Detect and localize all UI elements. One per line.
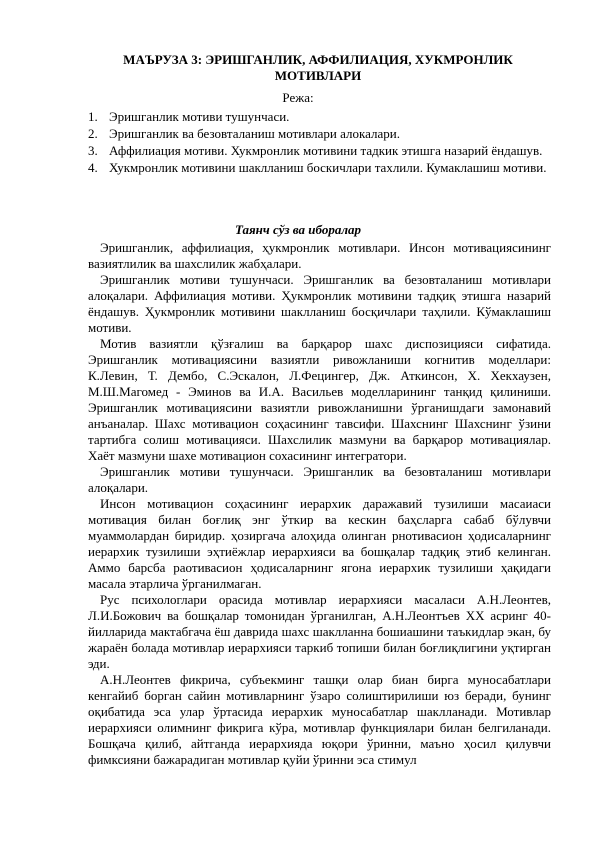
paragraph: Эришганлик, аффилиация, ҳукмронлик мотивлари. Инсон мотивациясининг вазиятлилик ва шахслилик жабҳалари. xyxy=(88,240,551,271)
paragraph: Рус психологлари орасида мотивлар иерархияси масаласи А.Н.Леонтев, Л.И.Божович ва бошқалар томонидан ўрганилган, А.Н.Леонтъев XX асринг 40-йилларида мактабгача ёш даврида шахс шаклланна бошиашини таъкидлар экан, бу жараён болада мотивлар иерархияси таркиб топиши билан боғлиқлигини уқтирган эди. xyxy=(88,592,551,671)
keywords-heading: Таянч сўз ва иборалар xyxy=(234,222,361,237)
plan-item-number: 2. xyxy=(88,126,98,141)
plan-heading: Режа: xyxy=(282,90,314,105)
plan-list xyxy=(88,109,551,177)
paragraph: Эришганлик мотиви тушунчаси. Эришганлик ва безовталаниш мотивлари алоқалари. Аффилиация мотиви. Ҳукмронлик мотивини тадқиқ этишга назарий ёндашув. Ҳукмронлик мотивини шаклланиш босқичлари таҳлили. Кўмаклашиш мотиви. xyxy=(88,272,551,335)
plan-item-text: Аффилиация мотиви. Хукмронлик мотивини тадкик этишга назарий ёндашув. xyxy=(109,143,543,158)
paragraph: Эришганлик мотиви тушунчаси. Эришганлик ва безовталаниш мотивлари алоқалари. xyxy=(88,464,551,495)
paragraph: Мотив вазиятли қўзғалиш ва барқарор шахс диспозицияси сифатида. Эришганлик мотивациясини вазиятли ривожланиши когнитив моделлари: К.Левин, Т. Дембо, С.Эскалон, Л.Фецингер, Дж. Аткинсон, Х. Хекхаузен, М.Ш.Магомед - Эминов ва И.А. Васильев моделларининг танқид қилиниши. Эришганлик мотивациясини вазиятли ривожланишни ўрганишдаги замонавий анъаналар. Шахс мотивацион соҳасининг тавсифи. Шахснинг Шахснинг ўзини тартибга солиш мотивацияси. Шахслилик мазмуни ва барқарор мотивациялар. Хаёт мазмуни шахе мотивацион сохасининг интегратори. xyxy=(88,336,551,463)
plan-item-number: 3. xyxy=(88,143,98,158)
body-text xyxy=(88,240,551,768)
plan-item xyxy=(88,160,551,176)
plan-item xyxy=(88,143,551,159)
plan-item xyxy=(88,109,551,125)
plan-item-text: Эришганлик ва безовталаниш мотивлари алокалари. xyxy=(109,126,400,141)
plan-item-number: 1. xyxy=(88,109,98,124)
plan-item-text: Хукмронлик мотивини шаклланиш боскичлари тахлили. Кумаклашиш мотиви. xyxy=(109,160,547,175)
plan-item-text: Эришганлик мотиви тушунчаси. xyxy=(109,109,290,124)
lecture-title: МАЪРУЗА 3: ЭРИШГАНЛИК, АФФИЛИАЦИЯ, ХУКМРОНЛИК МОТИВЛАРИ xyxy=(123,52,513,83)
plan-item xyxy=(88,126,551,142)
paragraph: А.Н.Леонтев фикрича, субъекминг ташқи олар биан бирга муносабатлари кенгайиб борган сайин мотивларнинг ўзаро солиштирилиши юз беради, бунинг оқибатида эса улар ўртасида иерархик муносабатлар шаклланади. Мотивлар иерархияси олимнинг фикрига кўра, мотивлар функциялари билан белгиланади. Бошқача қилиб, айтганда иерархияда юқори ўринни, маъно ҳосил қилувчи фимксияни бажарадиган мотивлар қуйи ўринни эса стимул xyxy=(88,672,551,767)
plan-item-number: 4. xyxy=(88,160,98,175)
paragraph: Инсон мотивацион соҳасининг иерархик даражавий тузилиши масаиаси мотивация билан боғлиқ энг ўткир ва кескин баҳсларга сабаб бўлувчи муаммолардан биридир. ҳозиргача алоҳида олинган рнотивасион ҳодисаларнинг иерархик тузилиши эҳтиёжлар иерархияси ва бошқалар тадқиқ этиб келинган. Аммо барсба раотивасион ҳодисаларнинг ягона иерархик тузилиши ҳақидаги масала этарлича ўрганилмаган. xyxy=(88,496,551,591)
